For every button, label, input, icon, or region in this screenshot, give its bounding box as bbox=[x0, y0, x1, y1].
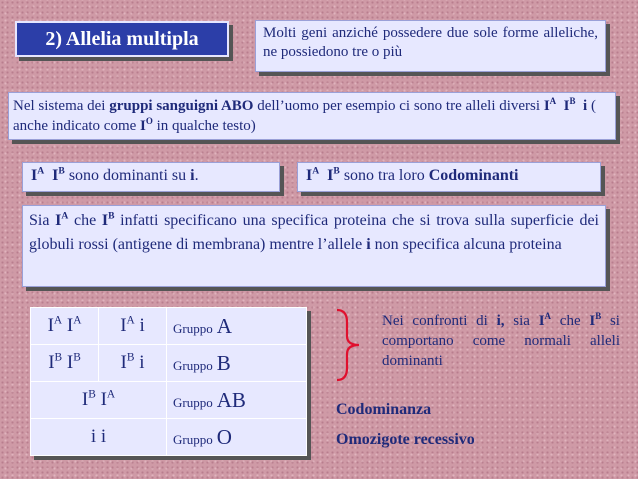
explain-ib: I bbox=[101, 212, 109, 229]
allele-io: I bbox=[140, 118, 146, 134]
genotype-sup: B bbox=[88, 388, 96, 401]
genotype-cell bbox=[31, 382, 167, 419]
genotype-sup: B bbox=[73, 351, 81, 364]
allele-io-sup: O bbox=[145, 116, 153, 126]
group-letter: O bbox=[216, 424, 232, 449]
dom-ia: I bbox=[31, 167, 38, 184]
table-row bbox=[31, 308, 307, 345]
genotype-cell bbox=[31, 308, 99, 345]
note-part2: sia bbox=[504, 313, 539, 329]
group-label: Gruppo bbox=[173, 394, 213, 410]
dom-i: i bbox=[190, 167, 195, 184]
codom-bold: Codominanti bbox=[428, 167, 519, 184]
allele-i: i bbox=[583, 98, 588, 114]
genotype-allele: I bbox=[66, 352, 74, 373]
abo-bold-term: gruppi sanguigni ABO bbox=[109, 98, 254, 114]
note-part4: si comportano come normali alleli dominanti bbox=[382, 313, 620, 369]
dominance-note bbox=[382, 311, 620, 371]
explain-ia: I bbox=[55, 212, 62, 229]
note-ia-sup: A bbox=[544, 311, 552, 321]
slide-title bbox=[15, 21, 229, 57]
note-part3: che bbox=[551, 313, 590, 329]
intro-text: Molti geni anziché possedere due sole forme alleliche, ne possiedono tre o più bbox=[263, 25, 598, 60]
codom-middle: sono tra loro bbox=[339, 167, 429, 184]
codominance-label: Codominanza bbox=[336, 401, 432, 418]
table-row bbox=[31, 382, 307, 419]
codom-ia: I bbox=[306, 167, 313, 184]
genotype-sup: A bbox=[53, 314, 63, 327]
genotype-allele: I bbox=[120, 352, 127, 373]
abo-paren-before: ( anche indicato come bbox=[13, 98, 596, 134]
genotype-allele: I bbox=[66, 315, 74, 336]
dom-ib-sup: B bbox=[58, 165, 65, 177]
genotype-cell bbox=[99, 308, 167, 345]
genotype-sup: B bbox=[126, 351, 135, 364]
note-ia: I bbox=[538, 313, 545, 329]
curly-brace-icon bbox=[333, 308, 361, 382]
genotype-tail: i bbox=[134, 352, 145, 373]
dominant-box bbox=[22, 162, 280, 192]
allele-ia: I bbox=[543, 98, 550, 114]
genotype-tail: i bbox=[134, 315, 145, 336]
dom-ia-sup: A bbox=[37, 165, 45, 177]
note-part1: Nei confronti di bbox=[382, 313, 497, 329]
group-cell bbox=[167, 308, 307, 345]
genotype-cell bbox=[31, 419, 167, 456]
genotype-sup: A bbox=[126, 314, 135, 327]
genotype-allele: I bbox=[100, 389, 107, 410]
dom-ib: I bbox=[52, 167, 59, 184]
codominant-box bbox=[297, 162, 601, 192]
group-letter: A bbox=[216, 313, 232, 338]
allele-ib: I bbox=[563, 98, 570, 114]
genotype-allele: I bbox=[81, 389, 89, 410]
explain-part4: non specifica alcuna proteina bbox=[370, 236, 562, 253]
explain-part3: infatti specificano una specifica proteina che si trova sulla superficie dei globuli rossi (antigene di membrana) mentre l’allele bbox=[29, 212, 599, 253]
explain-part2: che bbox=[68, 212, 102, 229]
allele-ib-sup: B bbox=[569, 96, 576, 106]
note-i: i, bbox=[496, 313, 505, 329]
group-letter: B bbox=[216, 350, 231, 375]
genotype-sup: A bbox=[106, 388, 116, 401]
table-row bbox=[31, 345, 307, 382]
group-letter: AB bbox=[216, 387, 246, 412]
abo-text-after: dell’uomo per esempio ci sono tre alleli diversi bbox=[253, 98, 544, 114]
genotype-table bbox=[30, 307, 307, 456]
intro-box bbox=[255, 20, 606, 72]
group-label: Gruppo bbox=[173, 431, 213, 447]
genotype-cell bbox=[31, 345, 99, 382]
table-row bbox=[31, 419, 307, 456]
genotype-sup: B bbox=[54, 351, 63, 364]
allele-ia-sup: A bbox=[549, 96, 557, 106]
group-cell bbox=[167, 382, 307, 419]
codom-ia-sup: A bbox=[312, 165, 320, 177]
note-ib-sup: B bbox=[595, 311, 602, 321]
explain-part1: Sia bbox=[29, 212, 56, 229]
genotype-allele: I bbox=[47, 315, 54, 336]
dom-middle: sono dominanti su bbox=[64, 167, 191, 184]
explanation-box bbox=[22, 205, 606, 287]
group-label: Gruppo bbox=[173, 320, 213, 336]
recessive-label: Omozigote recessivo bbox=[336, 431, 475, 448]
genotype-allele: I bbox=[120, 315, 127, 336]
abo-paren-after: in qualche testo) bbox=[152, 118, 256, 134]
genotype-sup: A bbox=[73, 314, 82, 327]
explain-i: i bbox=[366, 236, 371, 253]
dom-end: . bbox=[194, 167, 199, 184]
codom-ib: I bbox=[327, 167, 334, 184]
group-cell bbox=[167, 345, 307, 382]
genotype-allele: i i bbox=[90, 426, 107, 447]
explain-ib-sup: B bbox=[108, 210, 115, 222]
genotype-allele: I bbox=[48, 352, 55, 373]
abo-system-box bbox=[8, 92, 616, 140]
genotype-cell bbox=[99, 345, 167, 382]
group-cell bbox=[167, 419, 307, 456]
abo-text-before: Nel sistema dei bbox=[13, 98, 110, 114]
note-ib: I bbox=[589, 313, 596, 329]
codom-ib-sup: B bbox=[333, 165, 340, 177]
explain-ia-sup: A bbox=[61, 210, 69, 222]
slide-title-text: 2) Allelia multipla bbox=[45, 27, 199, 50]
group-label: Gruppo bbox=[173, 357, 213, 373]
